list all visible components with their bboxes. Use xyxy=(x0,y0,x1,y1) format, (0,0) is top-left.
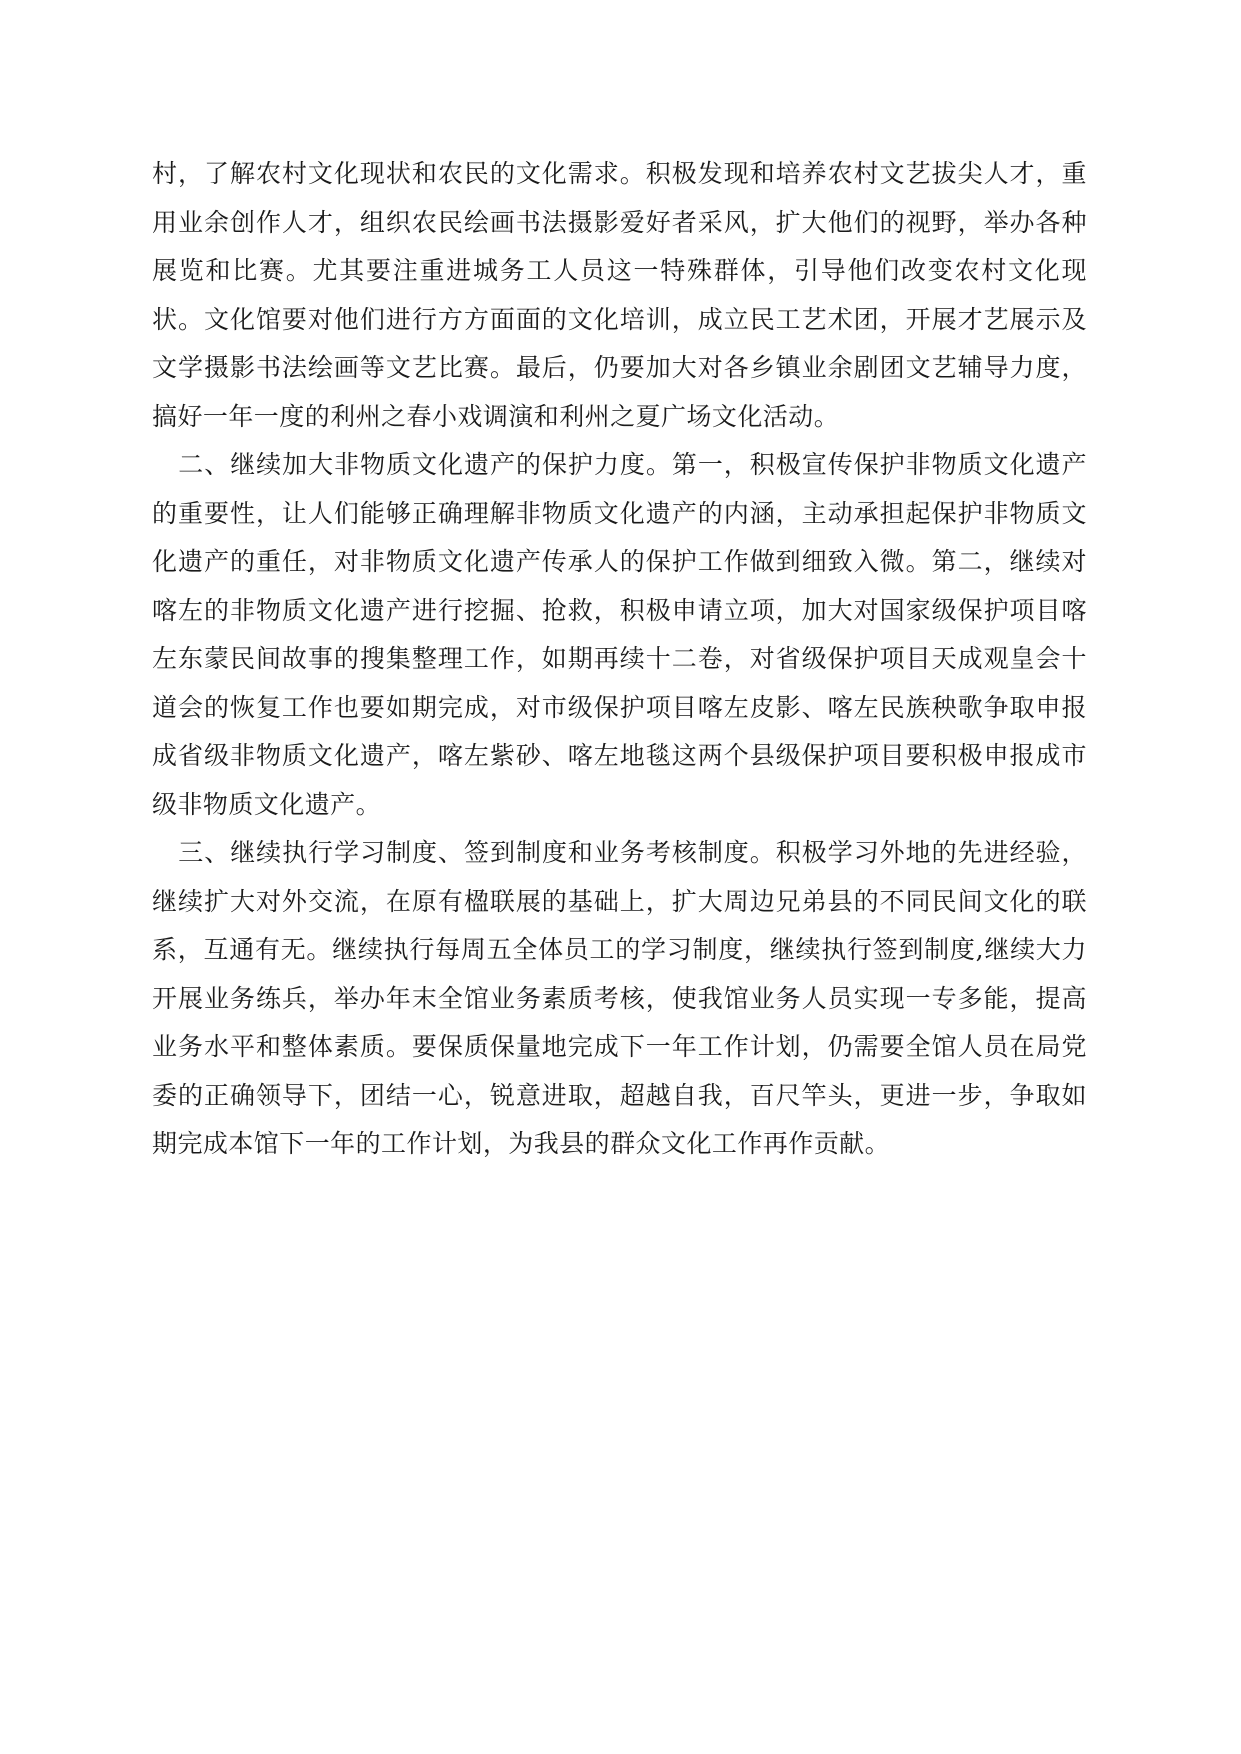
paragraph-3: 三、继续执行学习制度、签到制度和业务考核制度。积极学习外地的先进经验，继续扩大对外交流，在原有楹联展的基础上，扩大周边兄弟县的不同民间文化的联系，互通有无。继续执行每周五全体员工的学习制度，继续执行签到制度,继续大力开展业务练兵，举办年末全馆业务素质考核，使我馆业务人员实现一专多能，提高业务水平和整体素质。要保质保量地完成下一年工作计划，仍需要全馆人员在局党委的正确领导下，团结一心，锐意进取，超越自我，百尺竿头，更进一步，争取如期完成本馆下一年的工作计划，为我县的群众文化工作再作贡献。 xyxy=(152,838,1087,1158)
paragraph-1: 村，了解农村文化现状和农民的文化需求。积极发现和培养农村文艺拔尖人才，重用业余创作人才，组织农民绘画书法摄影爱好者采风，扩大他们的视野，举办各种展览和比赛。尤其要注重进城务工人员这一特殊群体，引导他们改变农村文化现状。文化馆要对他们进行方方面面的文化培训，成立民工艺术团，开展才艺展示及文学摄影书法绘画等文艺比赛。最后，仍要加大对各乡镇业余剧团文艺辅导力度，搞好一年一度的利州之春小戏调演和利州之夏广场文化活动。 xyxy=(152,159,1087,431)
document-body xyxy=(152,150,1087,1169)
paragraph-2: 二、继续加大非物质文化遗产的保护力度。第一，积极宣传保护非物质文化遗产的重要性，让人们能够正确理解非物质文化遗产的内涵，主动承担起保护非物质文化遗产的重任，对非物质文化遗产传承人的保护工作做到细致入微。第二，继续对喀左的非物质文化遗产进行挖掘、抢救，积极申请立项，加大对国家级保护项目喀左东蒙民间故事的搜集整理工作，如期再续十二卷，对省级保护项目天成观皇会十道会的恢复工作也要如期完成，对市级保护项目喀左皮影、喀左民族秧歌争取申报成省级非物质文化遗产，喀左紫砂、喀左地毯这两个县级保护项目要积极申报成市级非物质文化遗产。 xyxy=(152,450,1087,819)
